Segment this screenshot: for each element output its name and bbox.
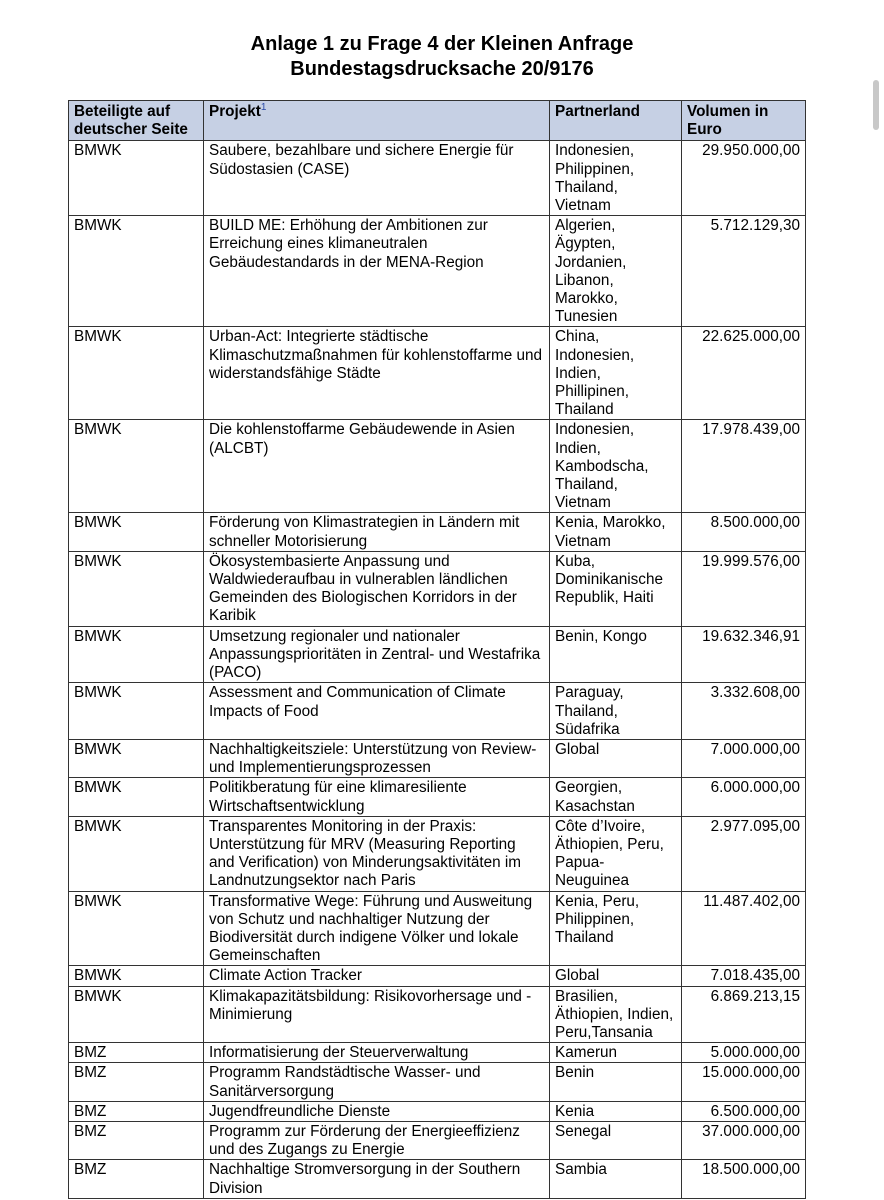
cell-volume: 5.712.129,30 [682,216,806,327]
cell-volume: 6.869.213,15 [682,986,806,1043]
cell-side: BMWK [69,986,204,1043]
cell-project: Nachhaltigkeitsziele: Unterstützung von Review- und Implementierungsprozessen [204,739,550,777]
table-row [69,1160,806,1198]
cell-volume: 8.500.000,00 [682,513,806,551]
cell-side: BMZ [69,1101,204,1121]
projects-table [68,100,806,1199]
title-line-1: Anlage 1 zu Frage 4 der Kleinen Anfrage [250,33,634,55]
cell-project: Klimakapazitätsbildung: Risikovorhersage und -Minimierung [204,986,550,1043]
cell-volume: 2.977.095,00 [682,816,806,891]
cell-volume: 7.018.435,00 [682,966,806,986]
cell-volume: 6.000.000,00 [682,778,806,816]
footnote-link[interactable]: 1 [260,101,267,113]
cell-partner: Kenia [550,1101,682,1121]
header-beteiligte: Beteiligte auf deutscher Seite [69,101,204,141]
cell-side: BMWK [69,513,204,551]
cell-partner: Kenia, Peru, Philippinen, Thailand [550,891,682,966]
cell-side: BMWK [69,626,204,683]
cell-partner: Benin, Kongo [550,626,682,683]
cell-project: Programm Randstädtische Wasser- und Sanitärversorgung [204,1063,550,1101]
cell-volume: 19.632.346,91 [682,626,806,683]
table-row [69,216,806,327]
cell-partner: Sambia [550,1160,682,1198]
cell-project: Politikberatung für eine klimaresiliente Wirtschaftsentwicklung [204,778,550,816]
cell-project: Urban-Act: Integrierte städtische Klimaschutzmaßnahmen für kohlenstoffarme und widerstandsfähige Städte [204,327,550,420]
table-row [69,1063,806,1101]
cell-partner: Benin [550,1063,682,1101]
cell-side: BMWK [69,778,204,816]
cell-partner: Kuba, Dominikanische Republik, Haiti [550,551,682,626]
table-row [69,1043,806,1063]
page-title [0,32,884,82]
table-row [69,513,806,551]
table-row [69,986,806,1043]
cell-side: BMWK [69,739,204,777]
cell-project: Jugendfreundliche Dienste [204,1101,550,1121]
table-header-row [69,101,806,141]
cell-partner: Senegal [550,1121,682,1159]
cell-side: BMZ [69,1121,204,1159]
cell-project: BUILD ME: Erhöhung der Ambitionen zur Erreichung eines klimaneutralen Gebäudestandards in der MENA-Region [204,216,550,327]
table-row [69,327,806,420]
cell-side: BMWK [69,420,204,513]
table-row [69,1101,806,1121]
cell-partner: Algerien, Ägypten, Jordanien, Libanon, Marokko, Tunesien [550,216,682,327]
cell-partner: Indonesien, Philippinen, Thailand, Vietnam [550,141,682,216]
cell-side: BMWK [69,141,204,216]
cell-project: Assessment and Communication of Climate Impacts of Food [204,683,550,740]
cell-volume: 29.950.000,00 [682,141,806,216]
cell-volume: 5.000.000,00 [682,1043,806,1063]
cell-side: BMWK [69,327,204,420]
cell-project: Umsetzung regionaler und nationaler Anpassungsprioritäten in Zentral- und Westafrika (PACO) [204,626,550,683]
cell-project: Programm zur Förderung der Energieeffizienz und des Zugangs zu Energie [204,1121,550,1159]
table-row [69,626,806,683]
title-line-2: Bundestagsdrucksache 20/9176 [290,58,594,80]
cell-partner: Georgien, Kasachstan [550,778,682,816]
table-row [69,420,806,513]
table-row [69,966,806,986]
cell-side: BMWK [69,683,204,740]
cell-partner: Global [550,966,682,986]
cell-volume: 11.487.402,00 [682,891,806,966]
header-projekt [204,101,550,141]
cell-project: Nachhaltige Stromversorgung in der Southern Division [204,1160,550,1198]
cell-side: BMWK [69,966,204,986]
cell-side: BMWK [69,816,204,891]
cell-volume: 15.000.000,00 [682,1063,806,1101]
header-volumen: Volumen in Euro [682,101,806,141]
cell-partner: Kenia, Marokko, Vietnam [550,513,682,551]
header-partnerland: Partnerland [550,101,682,141]
table-row [69,1121,806,1159]
cell-partner: China, Indonesien, Indien, Phillipinen, Thailand [550,327,682,420]
cell-side: BMWK [69,551,204,626]
cell-project: Die kohlenstoffarme Gebäudewende in Asien (ALCBT) [204,420,550,513]
cell-volume: 22.625.000,00 [682,327,806,420]
cell-partner: Côte d’Ivoire, Äthiopien, Peru, Papua-Neuguinea [550,816,682,891]
cell-volume: 3.332.608,00 [682,683,806,740]
cell-volume: 6.500.000,00 [682,1101,806,1121]
cell-partner: Kamerun [550,1043,682,1063]
cell-partner: Indonesien, Indien, Kambodscha, Thailand, Vietnam [550,420,682,513]
table-row [69,141,806,216]
cell-partner: Brasilien, Äthiopien, Indien, Peru,Tansania [550,986,682,1043]
cell-project: Ökosystembasierte Anpassung und Waldwiederaufbau in vulnerablen ländlichen Gemeinden des Biologischen Korridors in der Karibik [204,551,550,626]
cell-side: BMZ [69,1043,204,1063]
cell-project: Förderung von Klimastrategien in Ländern mit schneller Motorisierung [204,513,550,551]
table-row [69,683,806,740]
cell-project: Transparentes Monitoring in der Praxis: Unterstützung für MRV (Measuring Reporting and Verification) von Minderungsaktivitäten im Landnutzungsektor nach Paris [204,816,550,891]
cell-volume: 19.999.576,00 [682,551,806,626]
cell-side: BMWK [69,891,204,966]
cell-side: BMWK [69,216,204,327]
cell-project: Climate Action Tracker [204,966,550,986]
header-projekt-label: Projekt [209,103,261,120]
cell-partner: Paraguay, Thailand, Südafrika [550,683,682,740]
cell-side: BMZ [69,1160,204,1198]
cell-project: Saubere, bezahlbare und sichere Energie für Südostasien (CASE) [204,141,550,216]
cell-partner: Global [550,739,682,777]
cell-side: BMZ [69,1063,204,1101]
table-row [69,551,806,626]
scrollbar-thumb[interactable] [873,80,879,130]
table-body [69,141,806,1198]
table-row [69,778,806,816]
cell-volume: 37.000.000,00 [682,1121,806,1159]
table-row [69,816,806,891]
cell-project: Transformative Wege: Führung und Ausweitung von Schutz und nachhaltiger Nutzung der Biodiversität durch indigene Völker und lokale Gemeinschaften [204,891,550,966]
cell-volume: 18.500.000,00 [682,1160,806,1198]
table-row [69,891,806,966]
cell-volume: 7.000.000,00 [682,739,806,777]
cell-project: Informatisierung der Steuerverwaltung [204,1043,550,1063]
cell-volume: 17.978.439,00 [682,420,806,513]
table-row [69,739,806,777]
